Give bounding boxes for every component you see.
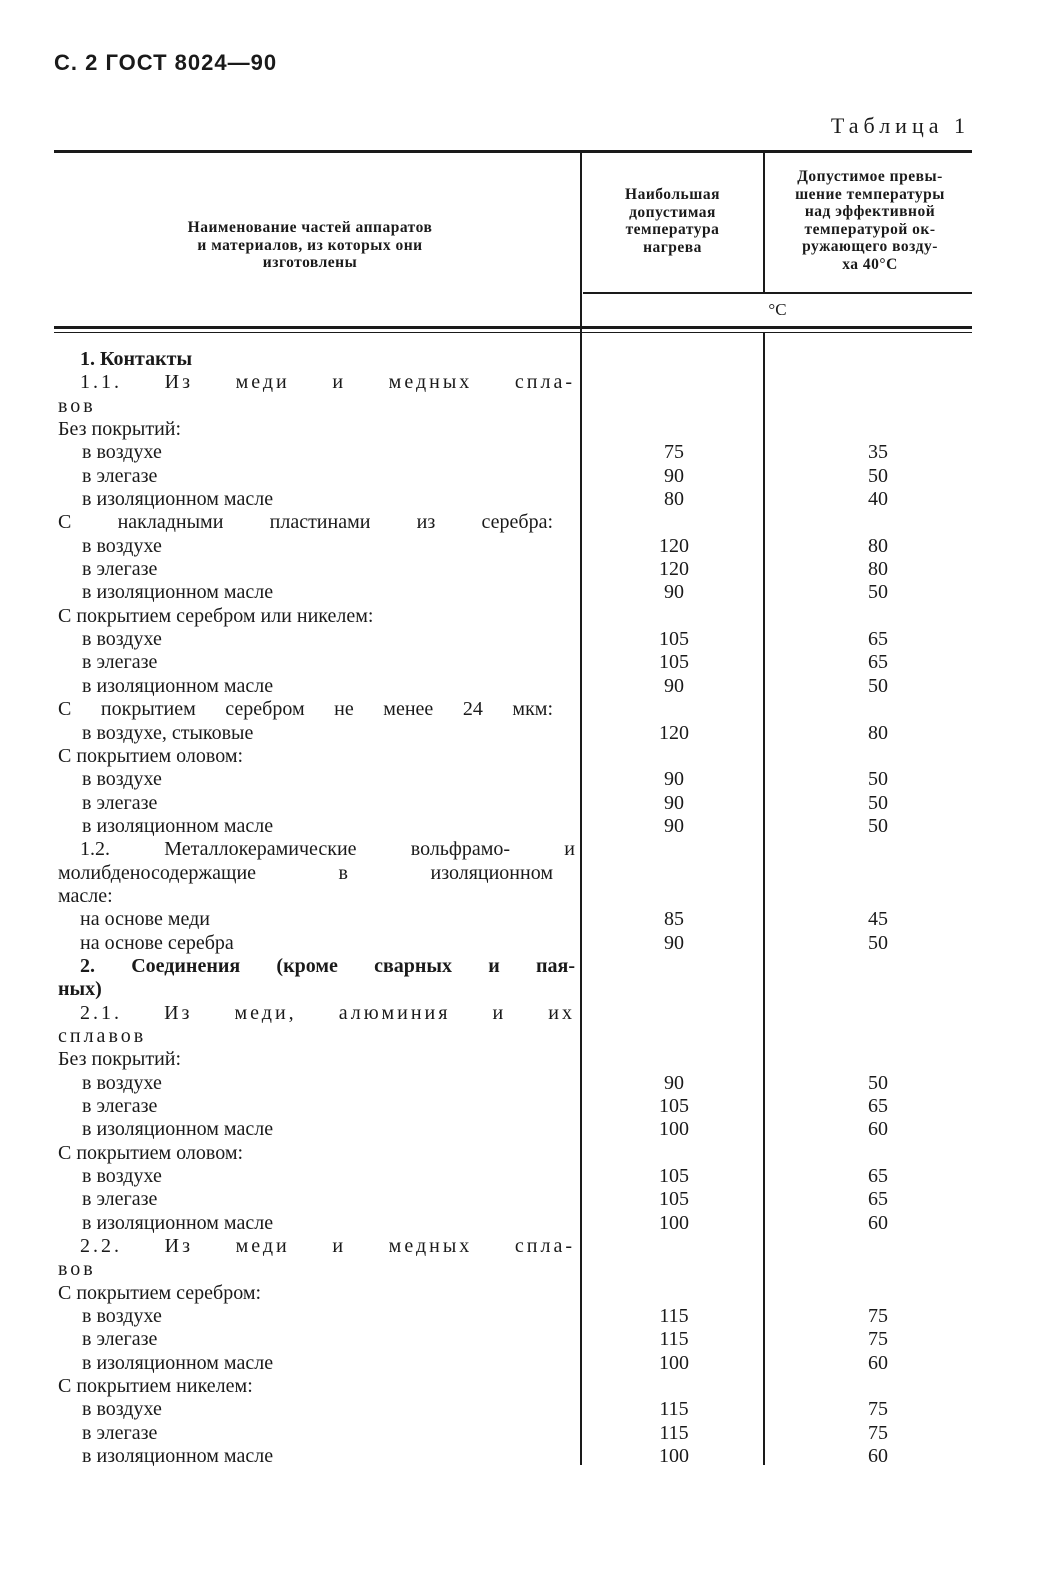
row-max-temp: 105 — [659, 1165, 689, 1188]
header-name-line: и материалов, из которых они — [197, 236, 423, 254]
row-excess-temp: 50 — [868, 931, 888, 954]
row-excess-temp: 60 — [868, 1211, 888, 1234]
row-max-temp: 115 — [659, 1305, 689, 1328]
row-excess-temp: 50 — [868, 791, 888, 814]
row-name: в изоляционном масле — [82, 1445, 274, 1468]
row-excess-temp: 80 — [868, 558, 888, 581]
row-excess-temp: 40 — [868, 488, 888, 511]
row-max-temp: 90 — [664, 464, 684, 487]
row-max-temp: 75 — [664, 441, 684, 464]
row-max-temp: 100 — [659, 1351, 689, 1374]
table-row — [0, 932, 1060, 955]
row-max-temp: 100 — [659, 1211, 689, 1234]
row-name: в изоляционном масле — [82, 581, 274, 604]
row-name: в воздухе — [82, 1165, 162, 1188]
table-row — [0, 978, 1060, 1001]
table-row — [0, 1095, 1060, 1118]
table-row — [0, 465, 1060, 488]
table-row — [0, 1118, 1060, 1141]
table-row — [0, 698, 1060, 721]
row-max-temp: 105 — [659, 1188, 689, 1211]
row-name: в элегазе — [82, 1421, 158, 1444]
table-row — [0, 628, 1060, 651]
header-excess-line: температурой ок- — [804, 220, 936, 238]
row-excess-temp: 60 — [868, 1351, 888, 1374]
header-excess-line: над эффективной — [804, 203, 936, 220]
table-row — [0, 1328, 1060, 1351]
table-row — [0, 1375, 1060, 1398]
row-name: молибденосодержащие в изоляционном — [58, 861, 553, 884]
table-row — [0, 815, 1060, 838]
table-row — [0, 1048, 1060, 1071]
table-row — [0, 605, 1060, 628]
table-row — [0, 955, 1060, 978]
row-name: на основе меди — [80, 908, 211, 931]
row-excess-temp: 80 — [868, 534, 888, 557]
row-name: С покрытием оловом: — [58, 744, 244, 767]
row-max-temp: 90 — [664, 931, 684, 954]
row-max-temp: 90 — [664, 768, 684, 791]
row-excess-temp: 50 — [868, 581, 888, 604]
row-name: в воздухе — [82, 628, 162, 651]
table-row — [0, 371, 1060, 394]
row-name: в воздухе — [82, 1071, 162, 1094]
row-max-temp: 115 — [659, 1328, 689, 1351]
row-name: в элегазе — [82, 1188, 158, 1211]
row-excess-temp: 60 — [868, 1445, 888, 1468]
row-name: масле: — [58, 884, 113, 907]
header-max-temp-line: Наибольшая — [625, 186, 720, 203]
header-max-temp-column — [590, 186, 755, 256]
row-name: в воздухе, стыковые — [82, 721, 254, 744]
row-name: С покрытием серебром: — [58, 1281, 262, 1304]
row-name: в элегазе — [82, 791, 158, 814]
table-row — [0, 768, 1060, 791]
table-row — [0, 581, 1060, 604]
header-bottom-rule-thin — [54, 332, 972, 333]
row-name: С накладными пластинами из серебра: — [58, 511, 553, 534]
row-name: Без покрытий: — [58, 418, 182, 441]
table-row — [0, 908, 1060, 931]
table-row — [0, 675, 1060, 698]
row-excess-temp: 75 — [868, 1421, 888, 1444]
row-excess-temp: 50 — [868, 768, 888, 791]
row-name: С покрытием серебром не менее 24 мкм: — [58, 698, 553, 721]
row-max-temp: 115 — [659, 1398, 689, 1421]
table-row — [0, 885, 1060, 908]
row-excess-temp: 75 — [868, 1328, 888, 1351]
row-excess-temp: 50 — [868, 464, 888, 487]
row-name: на основе серебра — [80, 931, 234, 954]
table-row — [0, 441, 1060, 464]
row-name: в изоляционном масле — [82, 1118, 274, 1141]
table-row — [0, 488, 1060, 511]
header-bottom-rule — [54, 326, 972, 329]
row-max-temp: 120 — [659, 534, 689, 557]
table-row — [0, 1025, 1060, 1048]
row-max-temp: 90 — [664, 814, 684, 837]
row-excess-temp: 65 — [868, 651, 888, 674]
row-name: ных) — [58, 978, 102, 1001]
row-excess-temp: 80 — [868, 721, 888, 744]
row-excess-temp: 65 — [868, 1188, 888, 1211]
header-name-line: Наименование частей аппаратов — [187, 219, 433, 236]
table-top-rule — [54, 150, 972, 153]
header-excess-line: шение температуры — [795, 185, 945, 203]
row-excess-temp: 65 — [868, 628, 888, 651]
table-row — [0, 535, 1060, 558]
row-name: в изоляционном масле — [82, 1211, 274, 1234]
table-row — [0, 1398, 1060, 1421]
table-row — [0, 838, 1060, 861]
table-row — [0, 745, 1060, 768]
row-excess-temp: 35 — [868, 441, 888, 464]
row-name: С покрытием серебром или никелем: — [58, 604, 374, 627]
table-row — [0, 1305, 1060, 1328]
row-name: вов — [58, 1258, 96, 1281]
header-excess-line: Допустимое превы- — [797, 168, 943, 185]
table-row — [0, 348, 1060, 371]
table-row — [0, 1002, 1060, 1025]
table-row — [0, 1142, 1060, 1165]
row-name: в элегазе — [82, 651, 158, 674]
row-max-temp: 115 — [659, 1421, 689, 1444]
table-row — [0, 792, 1060, 815]
row-name: в изоляционном масле — [82, 1351, 274, 1374]
header-max-temp-line: допустимая — [629, 203, 716, 221]
row-max-temp: 90 — [664, 1071, 684, 1094]
row-name: в воздухе — [82, 768, 162, 791]
column-divider-2 — [763, 150, 765, 292]
row-max-temp: 90 — [664, 791, 684, 814]
header-max-temp-line: нагрева — [643, 238, 702, 256]
row-excess-temp: 45 — [868, 908, 888, 931]
row-name: 1. Контакты — [80, 348, 193, 370]
row-name: в воздухе — [82, 1305, 162, 1328]
header-max-temp-line: температура — [625, 221, 720, 238]
row-name: 1.2. Металлокерамические вольфрамо- и — [80, 838, 575, 861]
table-row — [0, 1165, 1060, 1188]
row-max-temp: 120 — [659, 558, 689, 581]
row-name: Без покрытий: — [58, 1048, 182, 1071]
table-row — [0, 1188, 1060, 1211]
row-name: С покрытием никелем: — [58, 1375, 253, 1398]
row-excess-temp: 75 — [868, 1398, 888, 1421]
row-name: в изоляционном масле — [82, 488, 274, 511]
row-max-temp: 100 — [659, 1118, 689, 1141]
table-row — [0, 1445, 1060, 1468]
row-excess-temp: 65 — [868, 1165, 888, 1188]
table-row — [0, 395, 1060, 418]
row-excess-temp: 75 — [868, 1305, 888, 1328]
row-max-temp: 85 — [664, 908, 684, 931]
row-max-temp: 105 — [659, 628, 689, 651]
row-excess-temp: 60 — [868, 1118, 888, 1141]
page-header: С. 2 ГОСТ 8024—90 — [54, 50, 278, 75]
row-name: 2. Соединения (кроме сварных и пая- — [80, 954, 575, 977]
header-excess-line: ха 40°С — [842, 255, 898, 273]
row-name: в изоляционном масле — [82, 674, 274, 697]
row-name: 2.1. Из меди, алюминия и их — [80, 1001, 575, 1024]
row-name: в элегазе — [82, 558, 158, 581]
table-caption: Таблица 1 — [830, 113, 970, 138]
table-row — [0, 511, 1060, 534]
row-name: в воздухе — [82, 1398, 162, 1421]
header-unit: °С — [768, 300, 787, 319]
table-row — [0, 1258, 1060, 1281]
header-excess-line: ружающего возду- — [802, 238, 938, 255]
row-excess-temp: 65 — [868, 1095, 888, 1117]
row-name: 2.2. Из меди и медных спла- — [80, 1235, 575, 1258]
header-name-column — [60, 219, 560, 272]
table-row — [0, 1212, 1060, 1235]
table-row — [0, 1072, 1060, 1095]
row-max-temp: 90 — [664, 674, 684, 697]
header-excess-column — [770, 168, 970, 273]
row-excess-temp: 50 — [868, 814, 888, 837]
row-name: в элегазе — [82, 464, 158, 487]
table-row — [0, 1352, 1060, 1375]
row-max-temp: 80 — [664, 488, 684, 511]
row-excess-temp: 50 — [868, 1071, 888, 1094]
header-unit-rule — [583, 292, 972, 294]
row-max-temp: 120 — [659, 721, 689, 744]
table-body — [0, 348, 1060, 1469]
row-name: С покрытием оловом: — [58, 1141, 244, 1164]
table-row — [0, 1282, 1060, 1305]
table-row — [0, 651, 1060, 674]
table-row — [0, 722, 1060, 745]
table-row — [0, 558, 1060, 581]
table-row — [0, 418, 1060, 441]
row-max-temp: 105 — [659, 651, 689, 674]
table-row — [0, 862, 1060, 885]
row-name: 1.1. Из меди и медных спла- — [80, 371, 575, 394]
row-excess-temp: 50 — [868, 674, 888, 697]
row-max-temp: 100 — [659, 1445, 689, 1468]
row-name: в элегазе — [82, 1095, 158, 1117]
row-max-temp: 105 — [659, 1095, 689, 1117]
header-name-line: изготовлены — [262, 254, 358, 271]
table-row — [0, 1235, 1060, 1258]
row-name: вов — [58, 394, 96, 417]
row-name: в воздухе — [82, 441, 162, 464]
row-max-temp: 90 — [664, 581, 684, 604]
table-row — [0, 1422, 1060, 1445]
row-name: в воздухе — [82, 534, 162, 557]
row-name: в элегазе — [82, 1328, 158, 1351]
row-name: в изоляционном масле — [82, 814, 274, 837]
row-name: сплавов — [58, 1024, 147, 1047]
